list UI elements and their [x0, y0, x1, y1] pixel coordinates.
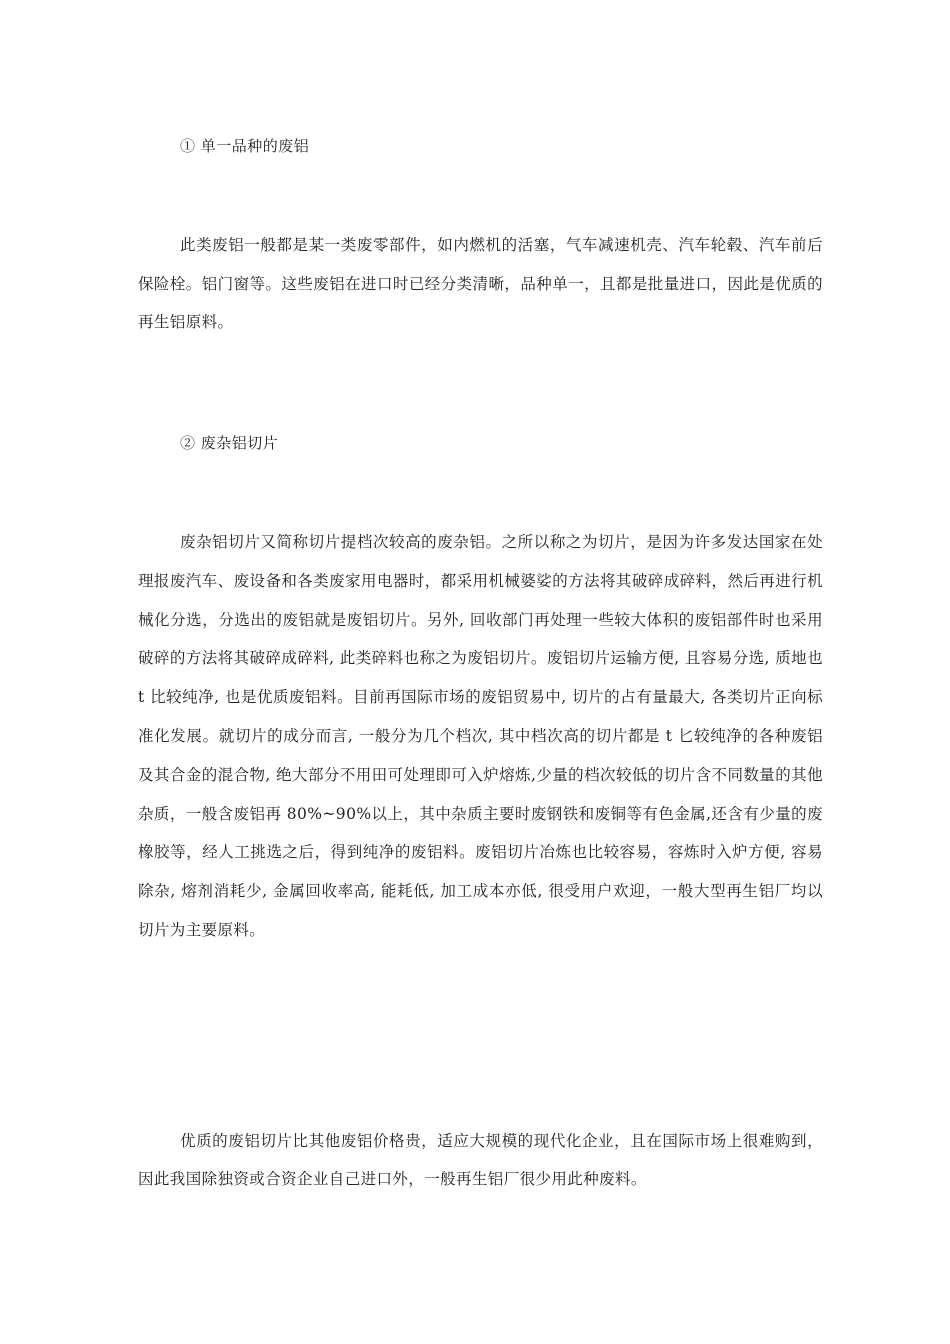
section-2-heading: ② 废杂铝切片	[180, 434, 279, 452]
section-3-paragraph: 优质的废铝切片比其他废铝价格贵，适应大规模的现代化企业，且在国际市场上很难购到，因此我国除独资或合资企业自己进口外，一般再生铝厂很少用此种废料。	[138, 1132, 823, 1188]
section-1-paragraph: 此类废铝一般都是某一类废零部件，如内燃机的活塞，气车减速机壳、汽车轮毂、汽车前后保险栓。铝门窗等。这些废铝在进口时已经分类清晰，品种单一，且都是批量进口，因此是优质的再生铝原料。	[138, 236, 823, 331]
section-1-heading: ① 单一品种的废铝	[180, 137, 310, 155]
section-2-paragraph: 废杂铝切片又简称切片提档次较高的废杂铝。之所以称之为切片，是因为许多发达国家在处理报废汽车、废设备和各类废家用电器时，都采用机械婆娑的方法将其破碎成碎料，然后再进行机械化分选，分选出的废铝就是废铝切片。另外, 回收部门再处理一些较大体积的废铝部件时也采用破碎的方法将其破碎成碎料, 此类碎料也称之为废铝切片。废铝切片运输方便, 且容易分选, 质地也 t 比较纯净, 也是优质废铝料。目前再国际市场的废铝贸易中, 切片的占有量最大, 各类切片正向标准化发展。就切片的成分而言, 一般分为几个档次, 其中档次高的切片都是 t 匕较纯净的各种废铝及其合金的混合物, 绝大部分不用田可处理即可入炉熔炼,少量的档次较低的切片含不同数量的其他杂质，一般含废铝再 80%~90%以上，其中杂质主要时废钢铁和废铜等有色金属,还含有少量的废橡胶等，经人工挑选之后，得到纯净的废铝料。废铝切片冶炼也比较容易，容炼时入炉方便, 容易除杂, 熔剂消耗少, 金属回收率高, 能耗低, 加工成本亦低, 很受用户欢迎，一般大型再生铝厂均以切片为主要原料。	[138, 533, 823, 939]
